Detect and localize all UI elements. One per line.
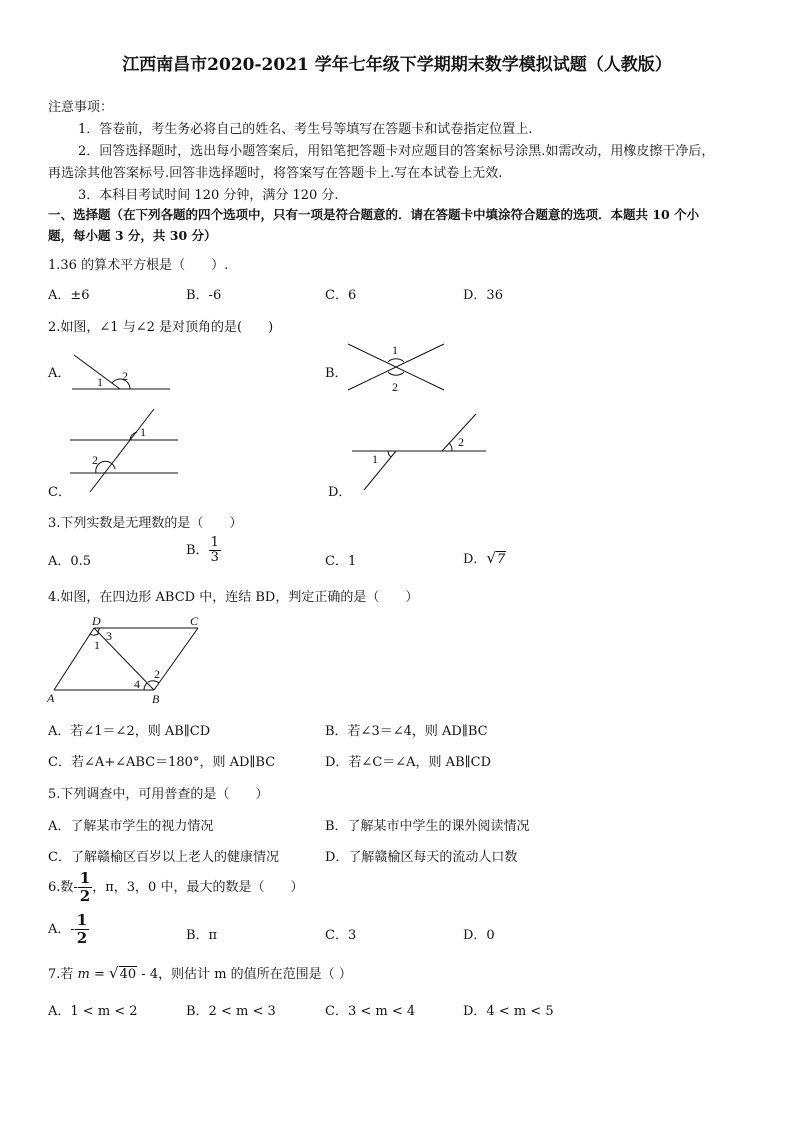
- fraction: [75, 912, 89, 947]
- square-root: [486, 549, 506, 567]
- vertex-label-c: C: [190, 614, 199, 628]
- angle-label-3: 3: [106, 629, 112, 643]
- q2-option-a[interactable]: A．: [48, 366, 71, 381]
- fraction-denominator: 2: [79, 887, 91, 905]
- q1-option-a[interactable]: A．±6: [48, 288, 90, 303]
- stem-text: - 4: [137, 967, 159, 982]
- q7-option-a[interactable]: A．1 < m < 2: [48, 1004, 138, 1019]
- question-5-stem: 5.下列调查中，可用普查的是（ ）: [48, 787, 269, 802]
- side-ad: [54, 628, 94, 690]
- angle-arc: [449, 443, 452, 451]
- angle-label-2: 2: [122, 369, 128, 383]
- q1-option-d[interactable]: D．36: [463, 288, 503, 303]
- fraction-numerator: 1: [76, 911, 88, 929]
- stem-text: 6.数-: [48, 880, 78, 895]
- q6-option-c[interactable]: C．3: [325, 928, 357, 943]
- angle-label-2: 2: [458, 435, 464, 449]
- section-heading-cont: 题，每小题 3 分，共 30 分）: [48, 228, 217, 243]
- q5-option-a[interactable]: A．了解某市学生的视力情况: [48, 819, 214, 834]
- radicand: 7: [497, 552, 506, 567]
- section-heading: 一、选择题（在下列各题的四个选项中，只有一项是符合题意的．请在答题卡中填涂符合题意的选项．本题共 10 个小: [48, 207, 700, 222]
- fraction-numerator: 1: [210, 535, 219, 550]
- q3-option-a[interactable]: A．0.5: [48, 554, 92, 569]
- vertex-label-b: B: [152, 692, 160, 706]
- question-6-stem: [48, 870, 303, 905]
- angle-label-2: 2: [92, 453, 98, 467]
- angle-label-2: 2: [392, 380, 398, 394]
- option-label: A．-: [48, 922, 75, 937]
- stem-text: ，则估计 m 的值所在范围是（ ）: [158, 967, 352, 982]
- angle-arc: [90, 633, 99, 635]
- question-1-stem: 1.36 的算术平方根是（ ）.: [48, 258, 229, 273]
- angle-label-1: 1: [392, 343, 398, 357]
- q4-option-c[interactable]: C．若∠A+∠ABC＝180°，则 AD∥BC: [48, 755, 276, 770]
- q4-option-b[interactable]: B．若∠3＝∠4，则 AD∥BC: [325, 724, 488, 739]
- vertex-label-a: A: [47, 691, 55, 705]
- angle-label-4: 4: [134, 677, 140, 691]
- angle-arc: [148, 681, 159, 683]
- q5-option-d[interactable]: D．了解赣榆区每天的流动人口数: [325, 850, 518, 865]
- angle-arc: [388, 359, 404, 362]
- question-4-stem: 4.如图，在四边形 ABCD 中，连结 BD，判定正确的是（ ）: [48, 590, 419, 605]
- q2-figure-a: [66, 350, 176, 398]
- fraction-denominator: 3: [210, 550, 219, 565]
- notes-heading: 注意事项：: [48, 100, 114, 115]
- fig-line: [90, 409, 154, 492]
- q4-option-d[interactable]: D．若∠C＝∠A，则 AB∥CD: [325, 755, 491, 770]
- q3-option-b[interactable]: [186, 536, 221, 565]
- vertex-label-d: D: [92, 614, 101, 628]
- note-item: 再选涂其他答案标号.回答非选择题时，将答案写在答题卡上.写在本试卷上无效.: [48, 166, 503, 181]
- variable-m: m: [77, 967, 90, 982]
- q5-option-b[interactable]: B．了解某市中学生的课外阅读情况: [325, 819, 530, 834]
- q2-option-c[interactable]: C．: [48, 485, 71, 500]
- diagonal-bd: [94, 628, 154, 690]
- option-label: D．: [463, 552, 487, 567]
- q3-option-d[interactable]: [463, 548, 506, 567]
- q7-option-b[interactable]: B．2 < m < 3: [186, 1004, 276, 1019]
- question-3-stem: 3.下列实数是无理数的是（ ）: [48, 516, 243, 531]
- q3-option-c[interactable]: C．1: [325, 554, 357, 569]
- equals-sign: =: [89, 967, 110, 982]
- note-item: 3．本科目考试时间 120 分钟，满分 120 分.: [78, 188, 339, 203]
- angle-arc: [388, 372, 404, 375]
- page-title: 江西南昌市2020-2021 学年七年级下学期期末数学模拟试题（人教版）: [122, 55, 672, 75]
- option-label: B．: [186, 543, 209, 558]
- note-item: 2．回答选择题时，选出每小题答案后，用铅笔把答题卡对应题目的答案标号涂黑.如需改动，用橡皮擦干净后，: [78, 144, 715, 159]
- angle-arc: [98, 628, 100, 633]
- q2-option-d[interactable]: D．: [328, 485, 352, 500]
- fig-line: [364, 451, 396, 490]
- angle-label-2: 2: [154, 667, 160, 681]
- q2-option-b[interactable]: B．: [325, 366, 348, 381]
- q5-option-c[interactable]: C．了解赣榆区百岁以上老人的健康情况: [48, 850, 279, 865]
- q2-figure-d: [348, 410, 490, 494]
- fraction-numerator: 1: [79, 869, 91, 887]
- q7-option-d[interactable]: D．4 < m < 5: [463, 1004, 554, 1019]
- q6-option-b[interactable]: B．π: [186, 928, 218, 943]
- fraction: [209, 536, 221, 565]
- q4-option-a[interactable]: A．若∠1＝∠2，则 AB∥CD: [48, 724, 211, 739]
- note-item: 1．答卷前，考生务必将自己的姓名、考生号等填写在答题卡和试卷指定位置上.: [78, 122, 533, 137]
- q2-figure-b: [344, 336, 448, 398]
- radical-sign-icon: √: [109, 964, 119, 982]
- stem-text: ，π，3，0 中，最大的数是（ ）: [92, 880, 304, 895]
- angle-label-1: 1: [372, 452, 378, 466]
- q1-option-c[interactable]: C．6: [325, 288, 357, 303]
- fraction-denominator: 2: [76, 929, 88, 947]
- stem-text: 7.若: [48, 967, 78, 982]
- q2-figure-c: [66, 406, 182, 496]
- angle-label-1: 1: [140, 425, 146, 439]
- radical-sign-icon: √: [486, 549, 496, 567]
- q7-option-c[interactable]: C．3 < m < 4: [325, 1004, 416, 1019]
- angle-label-1: 1: [97, 375, 103, 389]
- q6-option-a[interactable]: [48, 912, 89, 947]
- square-root: [109, 964, 137, 982]
- question-7-stem: [48, 963, 352, 982]
- side-cb: [154, 628, 198, 690]
- angle-label-1: 1: [94, 638, 100, 652]
- angle-arc: [388, 451, 391, 457]
- q6-option-d[interactable]: D．0: [463, 928, 495, 943]
- angle-arc: [144, 683, 147, 690]
- q4-figure-quadrilateral: [44, 612, 214, 706]
- q1-option-b[interactable]: B．-6: [186, 288, 222, 303]
- question-2-stem: 2.如图，∠1 与∠2 是对顶角的是( ): [48, 320, 274, 335]
- radicand: 40: [119, 967, 137, 982]
- fraction: [78, 870, 92, 905]
